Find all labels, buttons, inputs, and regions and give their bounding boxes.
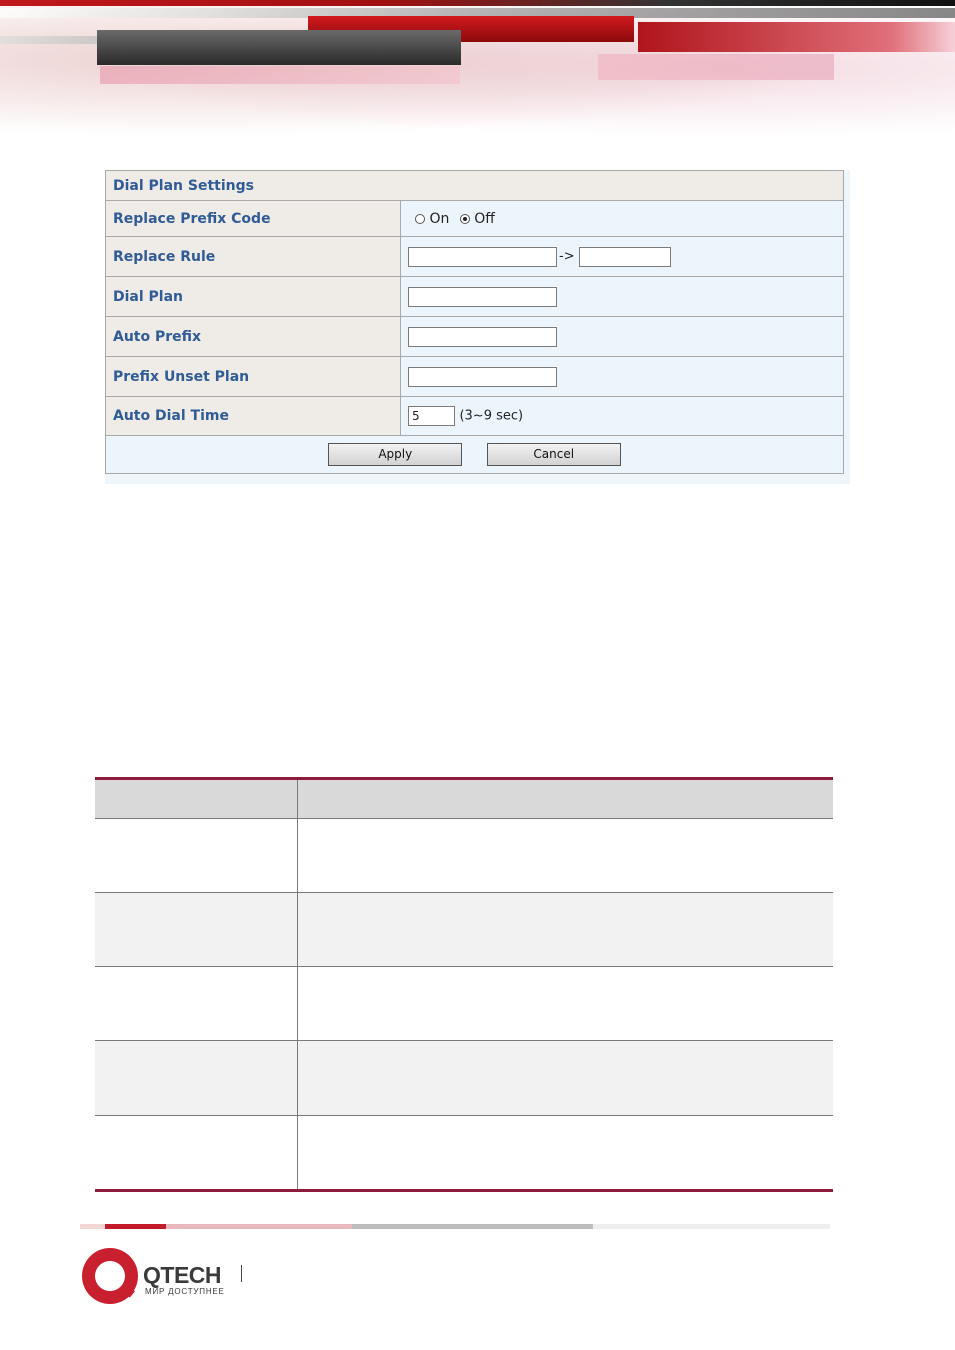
form-title: Dial Plan Settings (106, 171, 844, 201)
prefix-unset-plan-label: Prefix Unset Plan (106, 357, 401, 397)
radio-off-label: Off (474, 210, 495, 227)
table-row (95, 819, 833, 893)
auto-prefix-label: Auto Prefix (106, 317, 401, 357)
cancel-button[interactable]: Cancel (487, 443, 621, 466)
qtech-logo-icon (82, 1248, 138, 1304)
replace-rule-from-input[interactable] (408, 247, 557, 267)
auto-prefix-input[interactable] (408, 327, 557, 347)
prefix-unset-plan-input[interactable] (408, 367, 557, 387)
prefix-unset-plan-field (401, 357, 844, 397)
radio-off[interactable] (460, 214, 470, 224)
footer-separator (241, 1265, 242, 1282)
table-row (95, 893, 833, 967)
header-banner (0, 0, 955, 150)
radio-off-group[interactable] (460, 211, 495, 227)
replace-rule-arrow: -> (559, 249, 575, 264)
replace-rule-field (401, 237, 844, 277)
table-header-row (95, 780, 833, 819)
replace-prefix-code-label: Replace Prefix Code (106, 201, 401, 237)
auto-dial-time-field (401, 397, 844, 436)
auto-prefix-field (401, 317, 844, 357)
dial-plan-field (401, 277, 844, 317)
table-row (95, 1041, 833, 1116)
replace-rule-label: Replace Rule (106, 237, 401, 277)
dial-plan-label: Dial Plan (106, 277, 401, 317)
radio-on-group[interactable] (415, 211, 454, 227)
apply-button[interactable]: Apply (328, 443, 462, 466)
replace-prefix-code-field (401, 201, 844, 237)
auto-dial-time-hint: (3~9 sec) (459, 408, 524, 424)
radio-on[interactable] (415, 214, 425, 224)
table-row (95, 967, 833, 1041)
auto-dial-time-label: Auto Dial Time (106, 397, 401, 436)
form-actions (106, 436, 844, 474)
brand-tagline: МИР ДОСТУПНЕЕ (145, 1287, 225, 1296)
table-row (95, 1116, 833, 1189)
replace-rule-to-input[interactable] (579, 247, 671, 267)
auto-dial-time-input[interactable]: 5 (408, 406, 455, 426)
footer-rule (80, 1224, 830, 1229)
parameter-table (95, 777, 833, 1192)
radio-on-label: On (429, 210, 450, 227)
dial-plan-form (105, 170, 850, 484)
brand-name: QTECH (143, 1262, 221, 1288)
dial-plan-input[interactable] (408, 287, 557, 307)
